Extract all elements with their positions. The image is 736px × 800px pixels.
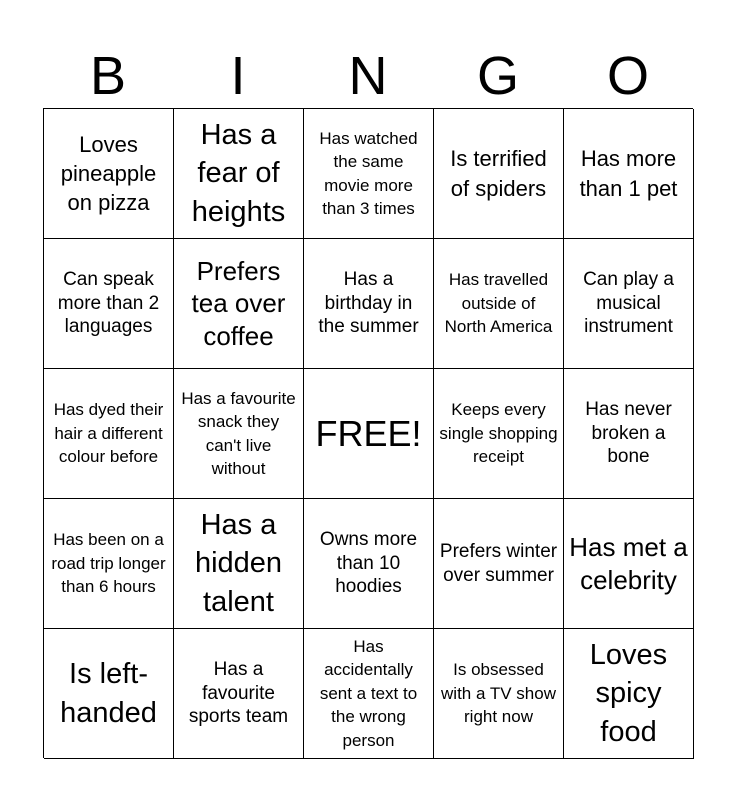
bingo-cell-text: Is left-handed (60, 658, 157, 729)
header-letter-g: G (476, 46, 519, 106)
bingo-cell[interactable] (174, 239, 304, 369)
bingo-cell-text: Has accidentally sent a text to the wrong person (319, 636, 418, 750)
bingo-cell-text: Keeps every single shopping receipt (439, 400, 558, 467)
bingo-cell-text: Prefers tea over coffee (191, 256, 286, 351)
bingo-cell[interactable] (44, 499, 174, 629)
bingo-grid (43, 108, 693, 758)
bingo-cell[interactable] (564, 629, 694, 759)
bingo-cell-text: Is terrified of spiders (450, 146, 547, 201)
bingo-cell-text: Loves spicy food (589, 639, 668, 748)
bingo-cell[interactable] (564, 109, 694, 239)
header-letter-n: N (348, 46, 388, 106)
bingo-cell[interactable] (174, 629, 304, 759)
bingo-cell-text: Has a hidden talent (194, 509, 283, 618)
bingo-cell[interactable] (44, 629, 174, 759)
bingo-cell[interactable] (434, 369, 564, 499)
bingo-cell-text: Has a favourite snack they can't live without (181, 388, 296, 478)
bingo-cell-text: Can play a musical instrument (583, 268, 674, 338)
bingo-cell-text: Loves pineapple on pizza (60, 131, 157, 216)
bingo-cell-text: Can speak more than 2 languages (57, 268, 160, 338)
bingo-cell-text: Has a favourite sports team (188, 658, 289, 728)
bingo-cell-text: Has a fear of heights (191, 119, 286, 228)
bingo-cell[interactable] (174, 499, 304, 629)
bingo-cell-text: Has never broken a bone (585, 398, 672, 468)
bingo-cell-text: Has a birthday in the summer (318, 268, 419, 338)
bingo-cell[interactable] (304, 499, 434, 629)
bingo-cell[interactable] (304, 239, 434, 369)
bingo-cell[interactable] (44, 239, 174, 369)
bingo-cell[interactable] (564, 239, 694, 369)
bingo-cell[interactable] (434, 239, 564, 369)
bingo-cell-text: Has watched the same movie more than 3 times (319, 128, 418, 218)
bingo-cell-text: Prefers winter over summer (439, 540, 558, 586)
header-letter-b: B (89, 46, 127, 106)
bingo-cell-text: Has more than 1 pet (579, 146, 678, 201)
bingo-cell-text: Owns more than 10 hoodies (319, 528, 418, 598)
bingo-cell[interactable] (44, 109, 174, 239)
bingo-cell[interactable] (44, 369, 174, 499)
bingo-cell-text: Has dyed their hair a different colour before (53, 400, 164, 467)
bingo-cell[interactable] (304, 109, 434, 239)
free-space-cell[interactable] (304, 369, 434, 499)
bingo-cell[interactable] (174, 109, 304, 239)
bingo-header (43, 44, 693, 108)
bingo-cell[interactable] (174, 369, 304, 499)
header-letter-i: I (230, 46, 246, 106)
bingo-cell[interactable] (304, 629, 434, 759)
bingo-cell-text: Has met a celebrity (569, 532, 688, 595)
header-letter-o: O (606, 46, 649, 106)
bingo-cell[interactable] (564, 369, 694, 499)
bingo-cell[interactable] (434, 629, 564, 759)
bingo-cell[interactable] (434, 109, 564, 239)
bingo-cell-text: FREE! (315, 412, 422, 454)
bingo-cell-text: Is obsessed with a TV show right now (441, 660, 556, 727)
bingo-cell[interactable] (434, 499, 564, 629)
bingo-cell[interactable] (564, 499, 694, 629)
bingo-cell-text: Has been on a road trip longer than 6 hours (51, 530, 166, 597)
bingo-cell-text: Has travelled outside of North America (444, 270, 553, 337)
